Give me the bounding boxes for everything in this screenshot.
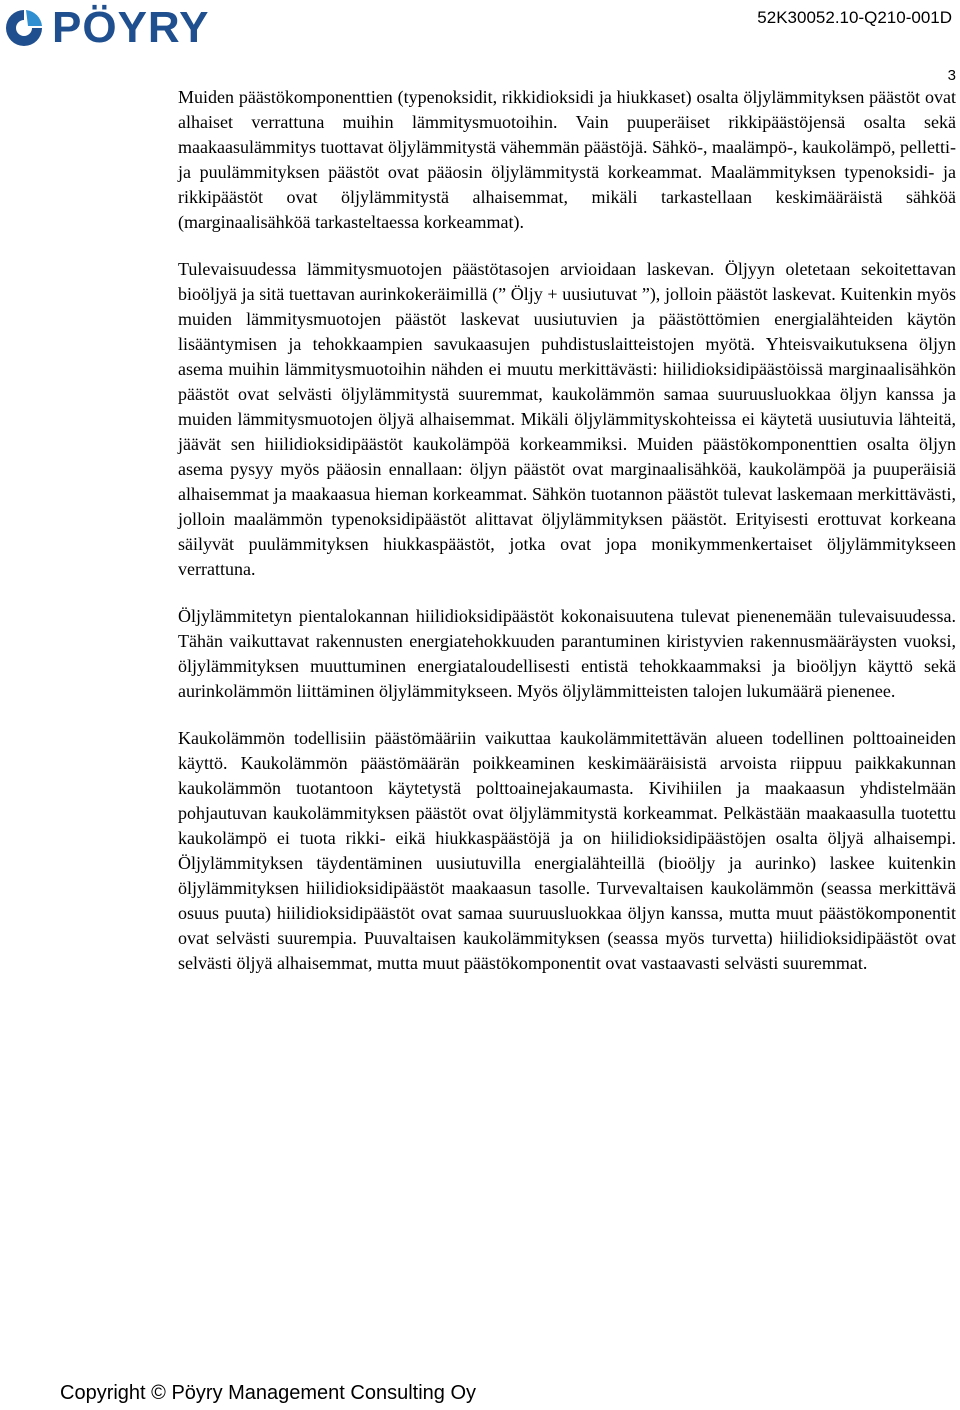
poyry-logo-mark-icon	[2, 6, 46, 50]
paragraph: Tulevaisuudessa lämmitysmuotojen päästötasojen arvioidaan laskevan. Öljyyn oletetaan sekoitettavan bioöljyä ja sitä tuettavan aurinkokeräimillä (” Öljy + uusiutuvat ”), jolloin päästöt laskevat. Kuitenkin myös muiden lämmitysmuotojen päästöt laskevat uusiutuvien ja päästöttömien energialähteiden käytön lisääntymisen ja tehokkaampien savukaasujen puhdistuslaitteistojen myötä. Yhteisvaikutuksena öljyn asema muihin lämmitysmuotoihin nähden ei muutu merkittävästi: hiilidioksidipäästöissä marginaalisähkön päästöt ovat selvästi öljylämmitystä suuremmat, kaukolämmön samaa suuruusluokkaa öljyn kanssa ja muiden lämmitysmuotojen öljyä alhaisemmat. Mikäli öljylämmityskohteissa ei käytetä uusiutuvia lähteitä, jäävät sen hiilidioksidipäästöt kaukolämpöä korkeammiksi. Muiden päästökomponenttien osalta öljyn asema pysyy myös pääosin ennallaan: öljyn päästöt ovat marginaalisähköä, kaukolämpöä ja puuperäisiä alhaisemmat ja maakaasua hieman korkeammat. Sähkön tuotannon päästöt tulevat laskemaan merkittävästi, jolloin maalämmön typenoksidipäästöt alittavat öljylämmityksen päästöt. Erityisesti erottuvat korkeana säilyvät puulämmityksen hiukkaspäästöt, jotka ovat jopa monikymmenkertaiset öljylämmitykseen verrattuna.	[178, 259, 956, 579]
document-code: 52K30052.10-Q210-001D	[757, 8, 952, 27]
body-text	[178, 85, 956, 998]
paragraph: Kaukolämmön todellisiin päästömääriin vaikuttaa kaukolämmitettävän alueen todellinen polttoaineiden käyttö. Kaukolämmön päästömäärän poikkeaminen keskimääräisistä arvoista riippuu paikkakunnan kaukolämmön tuotantoon käytetystä polttoainejakaumasta. Kivihiilen ja maakaasun yhdistelmään pohjautuvan kaukolämmityksen päästöt ovat öljylämmitystä korkeammat. Pelkästään maakaasulla tuotettu kaukolämpö ei tuota rikki- eikä hiukkaspäästöjä ja on hiilidioksidipäästöjen osalta öljyä alhaisempi. Öljylämmityksen täydentäminen uusiutuvilla energialähteillä (bioöljy ja aurinko) laskee kuitenkin öljylämmityksen hiilidioksidipäästöt maakaasun tasolle. Turvevaltaisen kaukolämmön (seassa merkittävä osuus puuta) hiilidioksidipäästöt ovat samaa suuruusluokkaa öljyn kanssa, mutta muut päästökomponentit ovat selvästi suurempia. Puuvaltaisen kaukolämmityksen (seassa myös turvetta) hiilidioksidipäästöt ovat selvästi öljyä alhaisemmat, mutta muut päästökomponentit ovat vastaavasti selvästi suuremmat.	[178, 728, 956, 973]
footer-copyright: Copyright © Pöyry Management Consulting Oy	[60, 1382, 477, 1404]
paragraph: Muiden päästökomponenttien (typenoksidit, rikkidioksidi ja hiukkaset) osalta öljylämmityksen päästöt ovat alhaiset verrattuna muihin lämmitysmuotoihin. Vain puuperäiset rikkipäästöjensä osalta sekä maakaasulämmitys tuottavat öljylämmitystä vähemmän päästöjä. Sähkö-, maalämpö-, kaukolämpö, pelletti- ja puulämmityksen päästöt ovat pääosin öljylämmitystä korkeammat. Maalämmityksen typenoksidi- ja rikkipäästöt ovat öljylämmitystä alhaisemmat, mikäli tarkastellaan keskimääräistä sähköä (marginaalisähköä tarkasteltaessa korkeammat).	[178, 87, 956, 232]
page-number: 3	[947, 67, 956, 84]
paragraph: Öljylämmitetyn pientalokannan hiilidioksidipäästöt kokonaisuutena tulevat pienenemään tulevaisuudessa. Tähän vaikuttavat rakennusten energiatehokkuuden parantuminen kiristyvien rakennusmääräysten vuoksi, öljylämmityksen muuttuminen energiataloudellisesti entistä tehokkaammaksi ja bioöljyn käyttö sekä aurinkolämmön liittäminen öljylämmitykseen. Myös öljylämmitteisten talojen lukumäärä pienenee.	[178, 606, 956, 701]
poyry-logo	[2, 0, 252, 56]
logo-wordmark: PÖYRY	[52, 3, 210, 52]
